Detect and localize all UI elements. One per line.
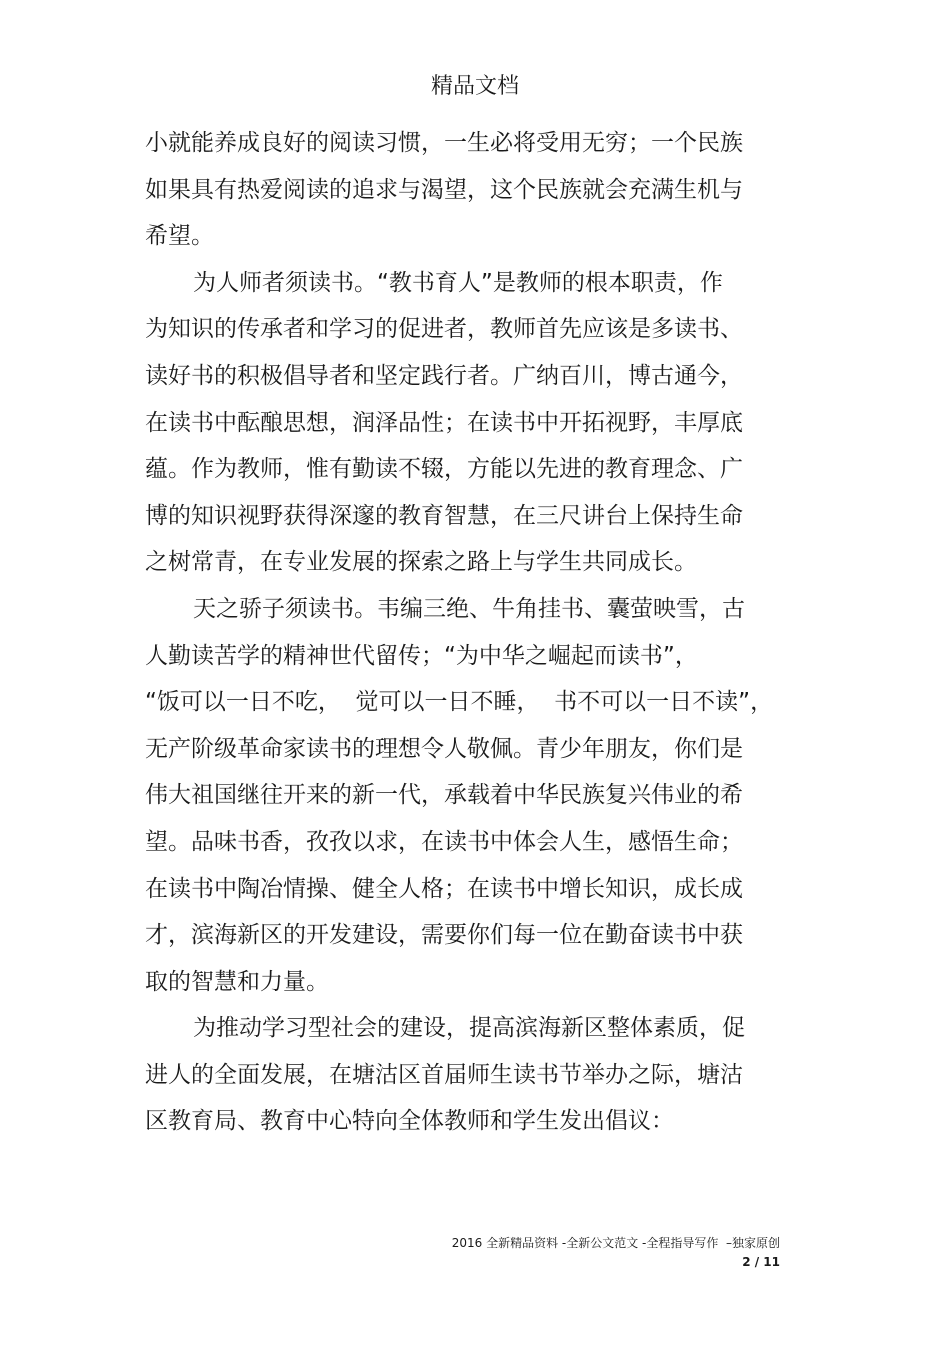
text-line: 在读书中酝酿思想，润泽品性；在读书中开拓视野，丰厚底 xyxy=(145,409,743,436)
text-line: 为推动学习型社会的建设，提高滨海新区整体素质，促 xyxy=(193,1015,745,1042)
text-line: 在读书中陶冶情操、健全人格；在读书中增长知识，成长成 xyxy=(145,875,743,902)
document-body xyxy=(145,124,785,1149)
text-line: 伟大祖国继往开来的新一代，承载着中华民族复兴伟业的希 xyxy=(145,782,743,809)
text-line: 才，滨海新区的开发建设，需要你们每一位在勤奋读书中获 xyxy=(145,922,743,949)
text-line: 读好书的积极倡导者和坚定践行者。广纳百川，博古通今， xyxy=(145,362,743,389)
text-line: 区教育局、教育中心特向全体教师和学生发出倡议： xyxy=(145,1108,674,1135)
text-line: 之树常青，在专业发展的探索之路上与学生共同成长。 xyxy=(145,549,697,576)
text-line: 为人师者须读书。“教书育人”是教师的根本职责，作 xyxy=(193,269,723,296)
text-line: 无产阶级革命家读书的理想令人敬佩。青少年朋友，你们是 xyxy=(145,735,743,762)
text-line: 进人的全面发展，在塘沽区首届师生读书节举办之际，塘沽 xyxy=(145,1061,743,1088)
text-line: 希望。 xyxy=(145,223,214,250)
text-line: “饭可以一日不吃， 觉可以一日不睡， 书不可以一日不读”， xyxy=(145,689,774,716)
text-line: 天之骄子须读书。韦编三绝、牛角挂书、囊萤映雪，古 xyxy=(193,595,745,622)
text-line: 蕴。作为教师，惟有勤读不辍，方能以先进的教育理念、广 xyxy=(145,456,743,483)
text-line: 小就能养成良好的阅读习惯，一生必将受用无穷；一个民族 xyxy=(145,130,743,156)
text-line: 为知识的传承者和学习的促进者，教师首先应该是多读书、 xyxy=(145,316,743,343)
text-line: 人勤读苦学的精神世代留传；“为中华之崛起而读书”， xyxy=(145,642,698,669)
page-header-title: 精品文档 xyxy=(430,74,519,99)
text-line: 如果具有热爱阅读的追求与渴望，这个民族就会充满生机与 xyxy=(145,176,743,203)
page-footer-text: 2016 全新精品资料 -全新公文范文 -全程指导写作 –独家原创 xyxy=(451,1236,780,1250)
text-line: 博的知识视野获得深邃的教育智慧，在三尺讲台上保持生命 xyxy=(145,502,743,529)
page-number: 2 / 11 xyxy=(742,1255,780,1269)
text-line: 望。品味书香，孜孜以求，在读书中体会人生，感悟生命； xyxy=(145,828,743,855)
text-line: 取的智慧和力量。 xyxy=(145,968,329,995)
